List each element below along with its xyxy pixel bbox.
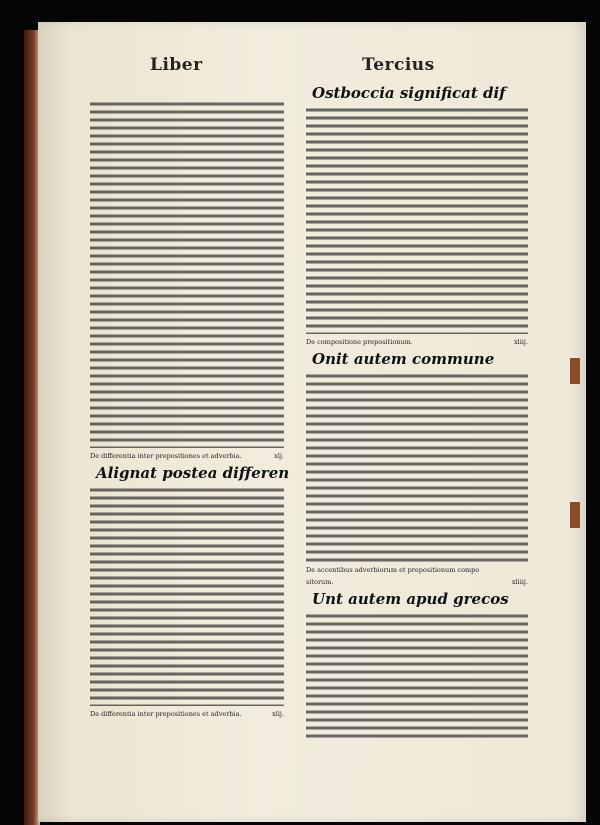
section-caption	[306, 578, 528, 586]
text-block	[306, 612, 528, 740]
running-head-right: Tercius	[362, 55, 435, 75]
section-heading: Onit autem commune	[312, 350, 495, 368]
footer-caption-text: De differentia inter prepositiones et adverbia.	[90, 710, 242, 718]
section-caption-text: De differentia inter prepositiones et adverbia.	[90, 452, 242, 460]
section-caption-text: De compositione prepositionum.	[306, 338, 413, 346]
section-heading: Alignat postea differen	[96, 464, 290, 482]
left-column	[90, 100, 290, 721]
footer-caption	[90, 710, 284, 718]
section-heading: Ostboccia significat dif	[312, 84, 506, 102]
section-caption-text: sitorum.	[306, 578, 334, 586]
section-number: xlj.	[274, 452, 284, 460]
section-heading: Unt autem apud grecos	[312, 590, 509, 608]
section-caption	[306, 566, 528, 574]
right-column	[306, 80, 528, 740]
page-tab-marker	[570, 358, 580, 384]
section-number: xliij.	[514, 338, 528, 346]
text-block	[306, 106, 528, 334]
running-head-left: Liber	[150, 55, 203, 75]
section-caption	[90, 452, 284, 460]
page-tab-marker	[570, 502, 580, 528]
text-block	[90, 486, 284, 706]
section-caption-text: De accentibus adverbiorum et prepositionum compo	[306, 566, 480, 574]
text-block	[306, 372, 528, 562]
section-number: xliiij.	[511, 578, 528, 586]
section-caption	[306, 338, 528, 346]
text-block	[90, 100, 284, 448]
footer-number: xlij.	[272, 710, 284, 718]
